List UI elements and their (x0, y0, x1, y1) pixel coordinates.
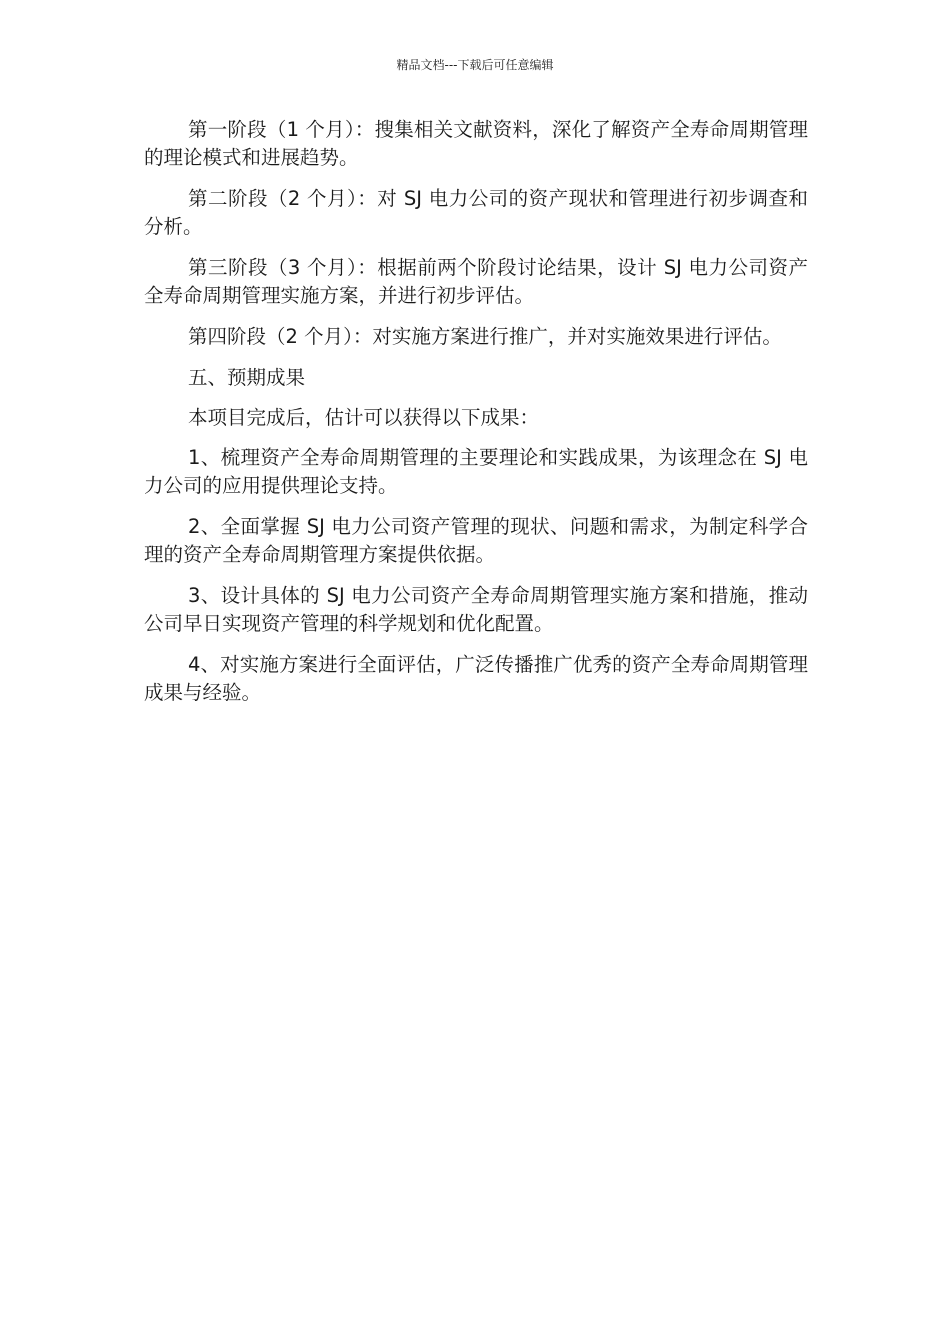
paragraph-phase-3: 第三阶段（3 个月）：根据前两个阶段讨论结果，设计 SJ 电力公司资产全寿命周期管理实施方案，并进行初步评估。 (144, 256, 808, 307)
paragraph-result-3: 3、设计具体的 SJ 电力公司资产全寿命周期管理实施方案和措施，推动公司早日实现资产管理的科学规划和优化配置。 (144, 584, 808, 635)
paragraph-result-2: 2、全面掌握 SJ 电力公司资产管理的现状、问题和需求，为制定科学合理的资产全寿命周期管理方案提供依据。 (144, 515, 808, 566)
paragraph-result-1: 1、梳理资产全寿命周期管理的主要理论和实践成果，为该理念在 SJ 电力公司的应用提供理论支持。 (144, 446, 808, 497)
paragraph-results-intro: 本项目完成后，估计可以获得以下成果： (188, 406, 540, 429)
paragraph-result-4: 4、对实施方案进行全面评估，广泛传播推广优秀的资产全寿命周期管理成果与经验。 (144, 653, 808, 704)
section-heading-expected-results: 五、预期成果 (188, 366, 306, 389)
paragraph-phase-4: 第四阶段（2 个月）：对实施方案进行推广，并对实施效果进行评估。 (188, 325, 782, 348)
page-header: 精品文档---下载后可任意编辑 (396, 58, 554, 72)
document-body (144, 116, 808, 720)
paragraph-phase-1: 第一阶段（1 个月）：搜集相关文献资料，深化了解资产全寿命周期管理的理论模式和进展趋势。 (144, 118, 808, 169)
paragraph-phase-2: 第二阶段（2 个月）：对 SJ 电力公司的资产现状和管理进行初步调查和分析。 (144, 187, 808, 238)
